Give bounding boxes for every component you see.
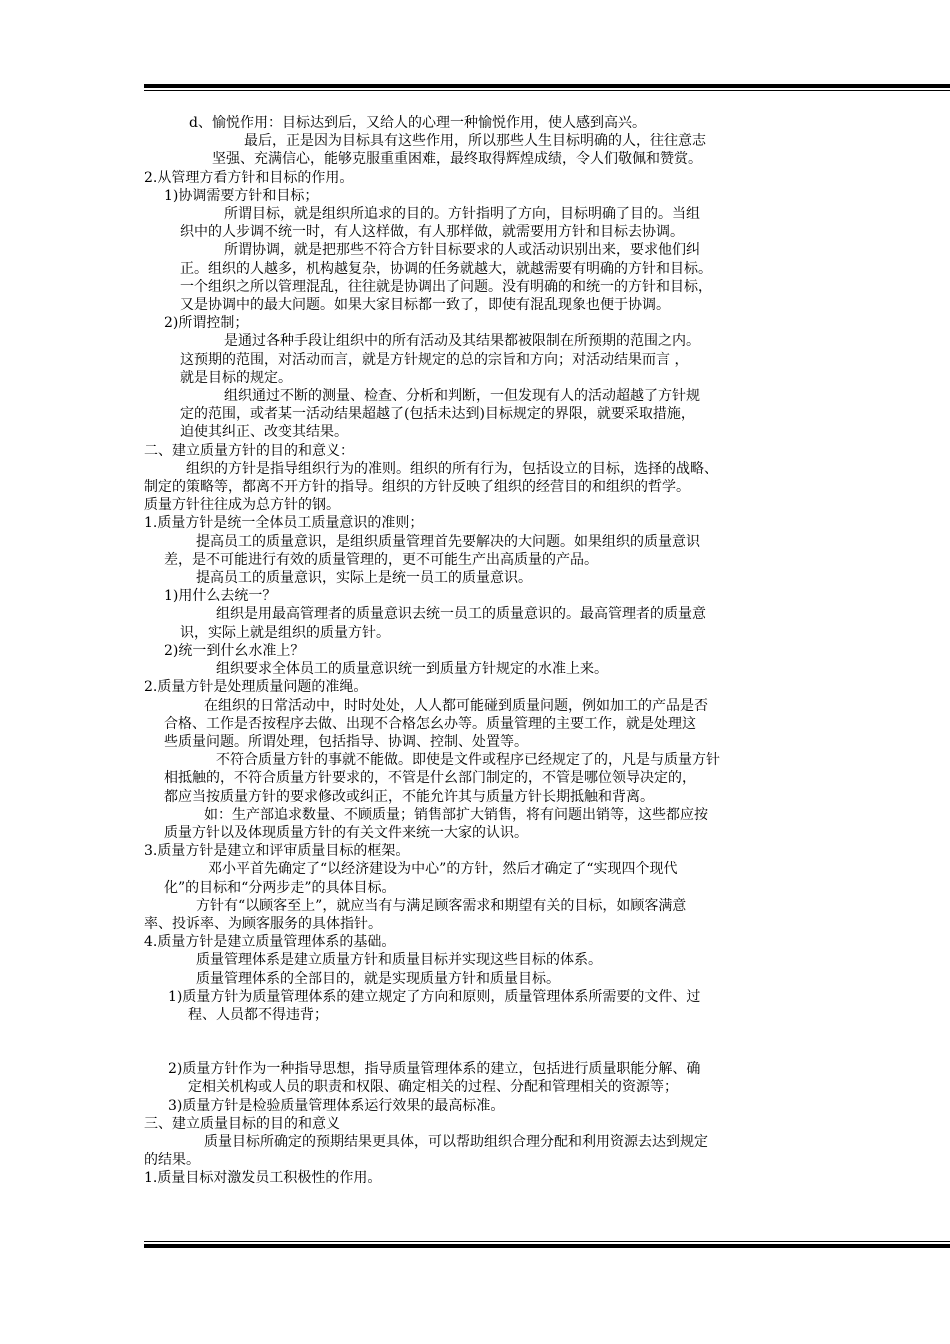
text-line: 合格、工作是否按程序去做、出现不合格怎幺办等。质量管理的主要工作，就是处理这 [164, 715, 696, 732]
text-line: 就是目标的规定。 [180, 369, 292, 386]
text-line: 都应当按质量方针的要求修改或纠正，不能允许其与质量方针长期抵触和背离。 [164, 788, 654, 805]
text-line: 组织是用最高管理者的质量意识去统一员工的质量意识的。最高管理者的质量意 [216, 606, 706, 623]
text-line: 1.质量方针是统一全体员工质量意识的准则； [144, 515, 424, 532]
text-line: 率、投诉率、为顾客服务的具体指针。 [144, 915, 382, 932]
header-rule-thick [144, 84, 950, 88]
text-line: 质量目标所确定的预期结果更具体，可以帮助组织合理分配和利用资源去达到规定 [204, 1133, 708, 1150]
text-line: 坚强、充满信心，能够克服重重困难，最终取得辉煌成绩，令人们敬佩和赞赏。 [212, 151, 702, 168]
text-line: 所谓协调，就是把那些不符合方针目标要求的人或活动识别出来，要求他们纠 [224, 242, 700, 259]
text-line: 质量方针以及体现质量方针的有关文件来统一大家的认识。 [164, 824, 528, 841]
text-line: 一个组织之所以管理混乱，往往就是协调出了问题。没有明确的和统一的方针和目标， [180, 278, 712, 295]
text-line: 的结果。 [144, 1152, 200, 1169]
text-line: 又是协调中的最大问题。如果大家目标都一致了，即使有混乱现象也便于协调。 [180, 297, 670, 314]
text-line: 2.从管理方看方针和目标的作用。 [144, 169, 354, 186]
text-line: 相抵触的，不符合质量方针要求的，不管是什幺部门制定的，不管是哪位领导决定的， [164, 770, 696, 787]
text-line: 2.质量方针是处理质量问题的准绳。 [144, 679, 368, 696]
text-line: 三、建立质量目标的目的和意义 [144, 1115, 340, 1132]
text-line: 制定的策略等，都离不开方针的指导。组织的方针反映了组织的经营目的和组织的哲学。 [144, 479, 690, 496]
text-line: 质量方针往往成为总方针的钢。 [144, 497, 340, 514]
text-line: 1)协调需要方针和目标； [164, 187, 319, 204]
text-line: 提高员工的质量意识，是组织质量管理首先要解决的大问题。如果组织的质量意识 [196, 533, 700, 550]
text-line: 1.质量目标对激发员工积极性的作用。 [144, 1170, 382, 1187]
text-line: 方针有“以顾客至上”，就应当有与满足顾客需求和期望有关的目标，如顾客满意 [196, 897, 687, 914]
text-line: 1)用什么去统一？ [164, 588, 277, 605]
text-line: 4.质量方针是建立质量管理体系的基础。 [144, 934, 396, 951]
document-body [144, 114, 820, 1188]
text-line: 如：生产部追求数量、不顾质量；销售部扩大销售，将有问题出销等，这些都应按 [204, 806, 708, 823]
text-line: 正。组织的人越多，机构越复杂，协调的任务就越大，就越需要有明确的方针和目标。 [180, 260, 712, 277]
text-line: 组织要求全体员工的质量意识统一到质量方针规定的水准上来。 [216, 661, 608, 678]
text-line: 定的范围，或者某一活动结果超越了(包括未达到)目标规定的界限，就要采取措施， [180, 406, 695, 423]
text-line: 差，是不可能进行有效的质量管理的，更不可能生产出高质量的产品。 [164, 551, 598, 568]
text-line: 组织的方针是指导组织行为的准则。组织的所有行为，包括设立的目标，选择的战略、 [186, 460, 718, 477]
footer-rule-thick [144, 1244, 950, 1248]
text-line: 邓小平首先确定了“以经济建设为中心”的方针，然后才确定了“实现四个现代 [208, 861, 678, 878]
text-line: 是通过各种手段让组织中的所有活动及其结果都被限制在所预期的范围之内。 [224, 333, 700, 350]
text-line: 在组织的日常活动中，时时处处，人人都可能碰到质量问题，例如加工的产品是否 [204, 697, 708, 714]
text-line: 这预期的范围，对活动而言，就是方针规定的总的宗旨和方向；对活动结果而言 ， [180, 351, 689, 368]
text-line: 2)统一到什幺水准上？ [164, 642, 305, 659]
footer-rule-thin [144, 1241, 950, 1242]
text-line: 不符合质量方针的事就不能做。即使是文件或程序已经规定了的，凡是与质量方针 [216, 752, 720, 769]
text-line: 组织通过不断的测量、检查、分析和判断，一但发现有人的活动超越了方针规 [224, 388, 700, 405]
text-line: 2)所谓控制； [164, 315, 249, 332]
text-line: 质量管理体系是建立质量方针和质量目标并实现这些目标的体系。 [196, 952, 602, 969]
text-line: 定相关机构或人员的职责和权限、确定相关的过程、分配和管理相关的资源等； [188, 1079, 678, 1096]
text-line: 1)质量方针为质量管理体系的建立规定了方向和原则，质量管理体系所需要的文件、过 [168, 988, 701, 1005]
text-line: 程、人员都不得违背； [188, 1006, 328, 1023]
header-rule-thin [144, 90, 950, 91]
text-line: 些质量问题。所谓处理，包括指导、协调、控制、处置等。 [164, 733, 528, 750]
text-line: 化”的目标和“分两步走”的具体目标。 [164, 879, 396, 896]
blank-line [144, 1024, 820, 1060]
text-line: 质量管理体系的全部目的，就是实现质量方针和质量目标。 [196, 970, 560, 987]
text-line: 提高员工的质量意识，实际上是统一员工的质量意识。 [196, 570, 532, 587]
text-line: 最后，正是因为目标具有这些作用，所以那些人生目标明确的人，往往意志 [244, 133, 706, 150]
text-line: 所谓目标，就是组织所追求的目的。方针指明了方向，目标明确了目的。当组 [224, 206, 700, 223]
text-line: 2)质量方针作为一种指导思想，指导质量管理体系的建立，包括进行质量职能分解、确 [168, 1061, 701, 1078]
text-line: 3)质量方针是检验质量管理体系运行效果的最高标准。 [168, 1097, 505, 1114]
text-line: 二、建立质量方针的目的和意义： [144, 442, 354, 459]
text-line: 织中的人步调不统一时，有人这样做，有人那样做，就需要用方针和目标去协调。 [180, 224, 684, 241]
text-line: 迫使其纠正、改变其结果。 [180, 424, 348, 441]
text-line: 识，实际上就是组织的质量方针。 [180, 624, 390, 641]
text-line: 3.质量方针是建立和评审质量目标的框架。 [144, 843, 410, 860]
text-line: d、愉悦作用：目标达到后，又给人的心理一种愉悦作用，使人感到高兴。 [189, 115, 646, 131]
